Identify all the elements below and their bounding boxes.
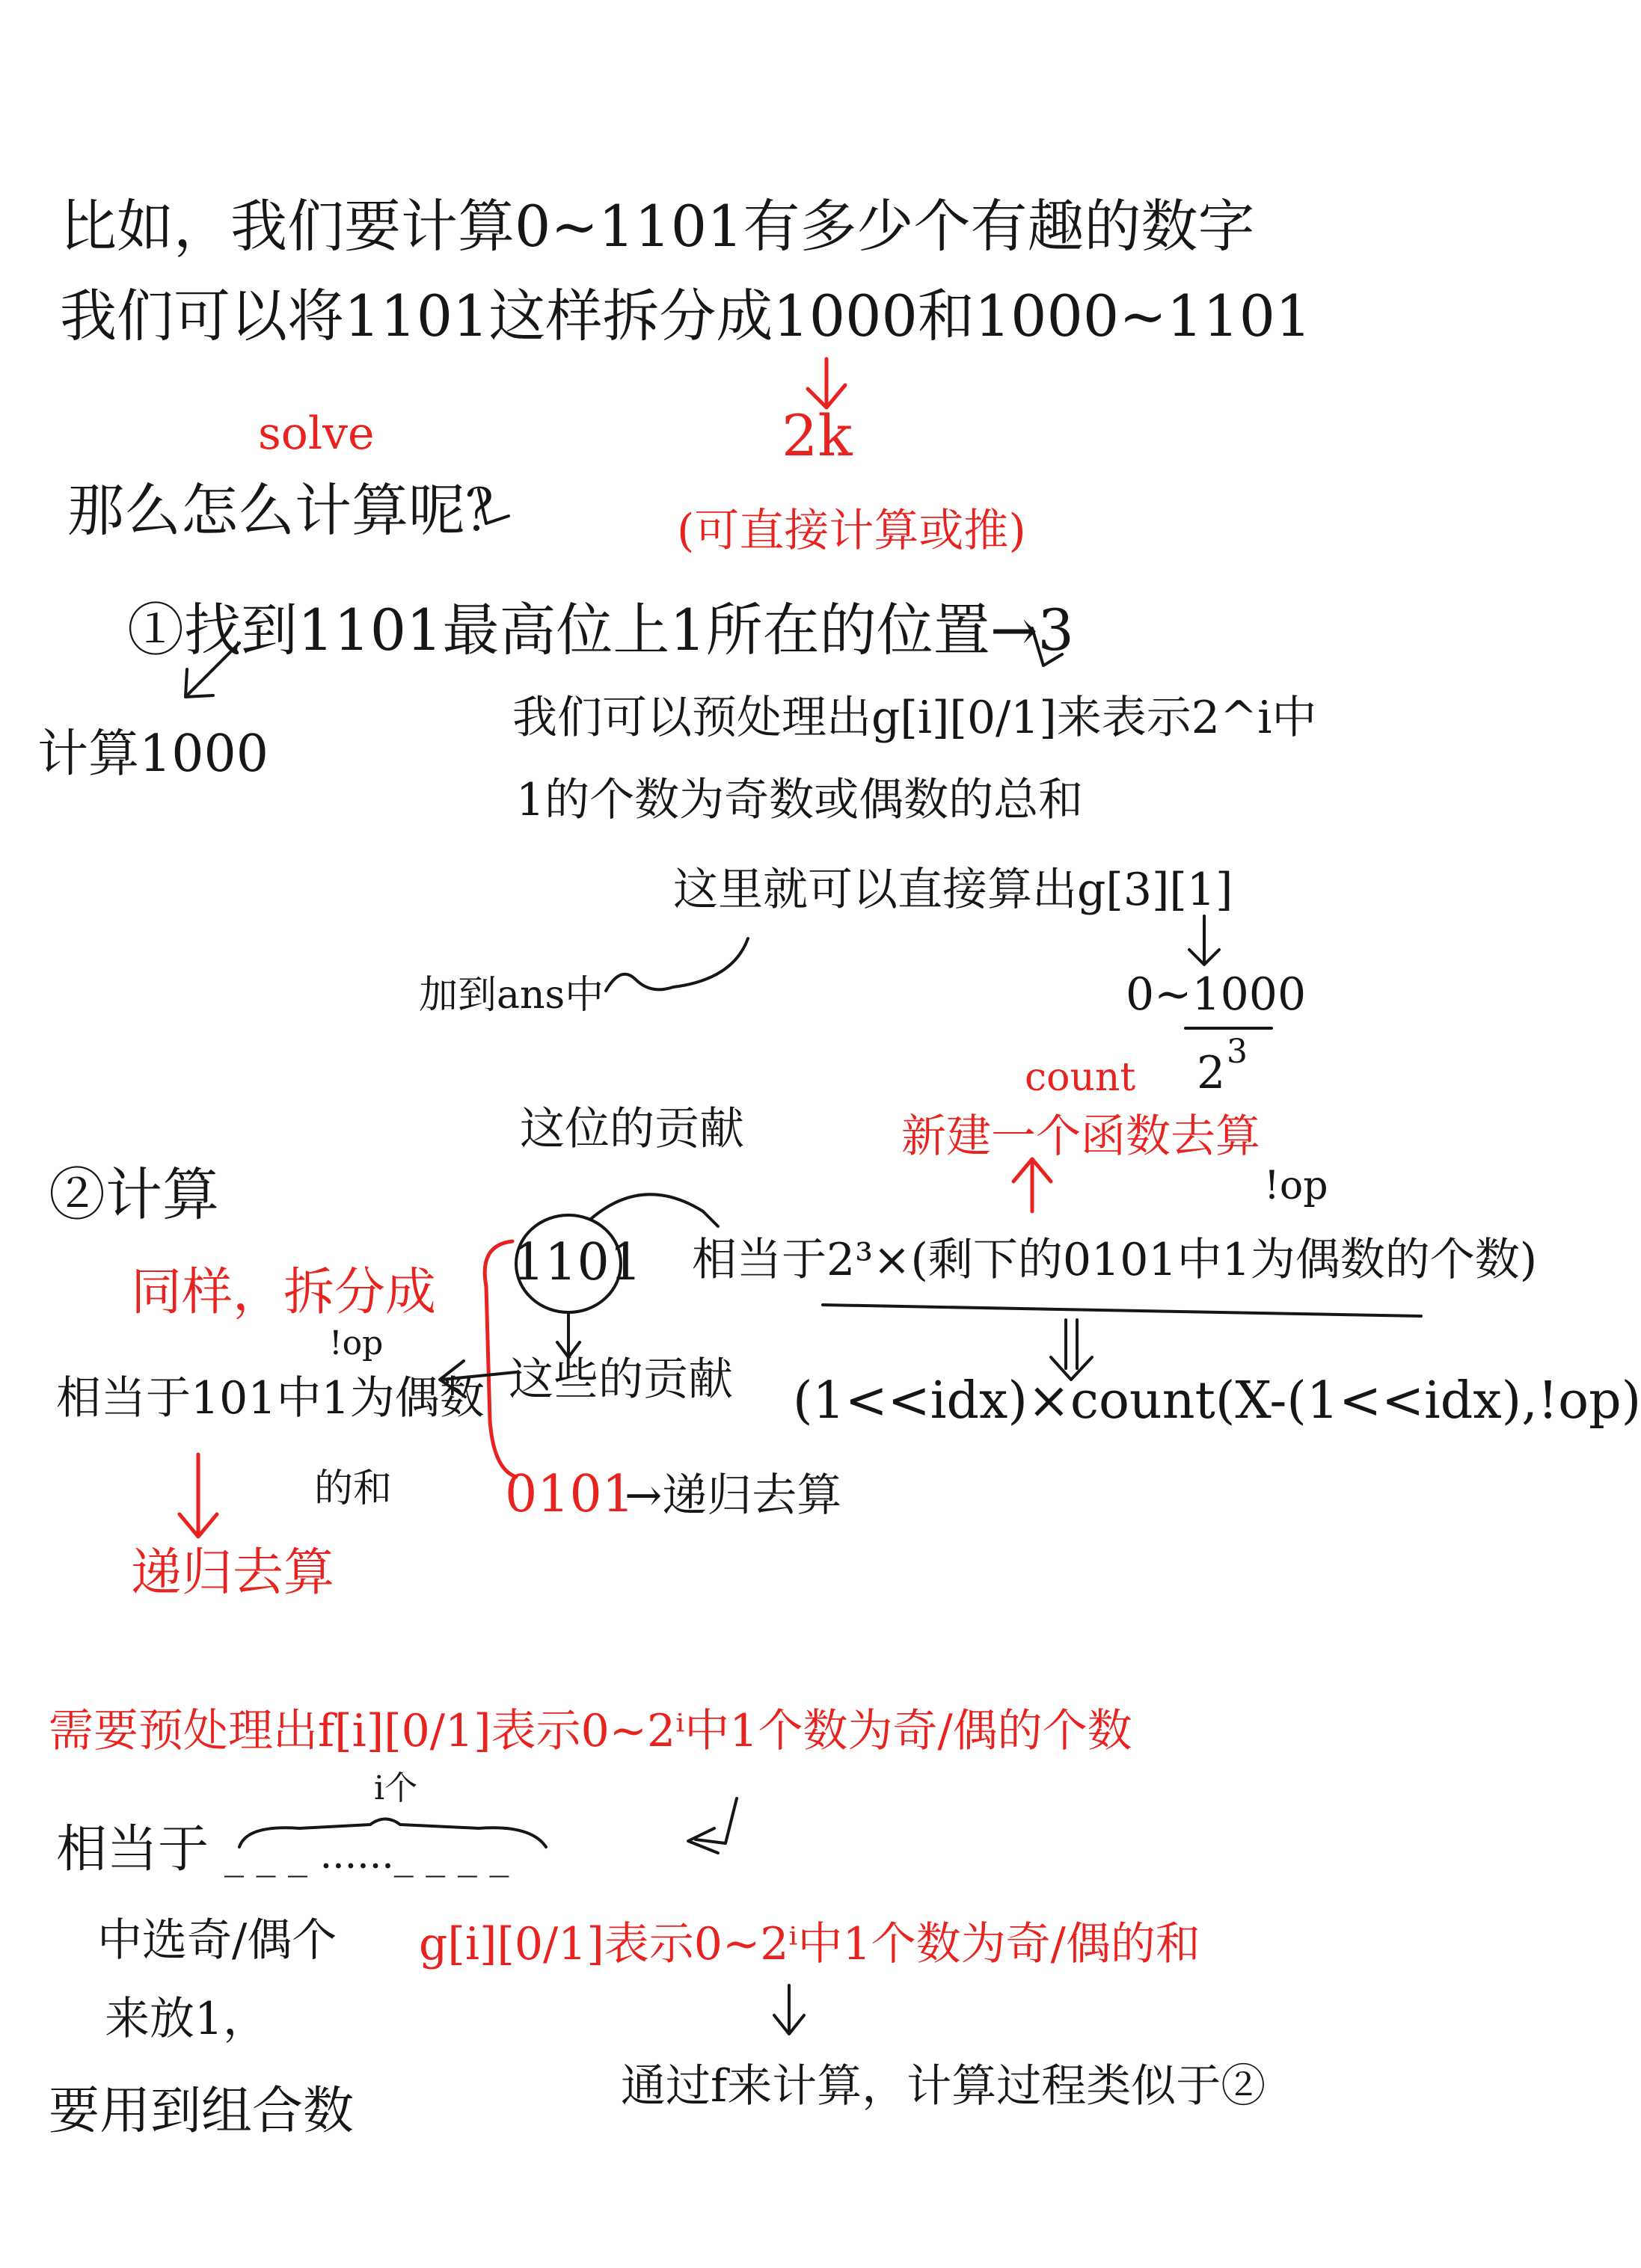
g-definition-line: g[i][0/1]表示0~2ⁱ中1个数为奇/偶的和 xyxy=(419,1918,1200,1970)
recurse-left-label: 递归去算 xyxy=(131,1543,335,1602)
place-1-label: 来放1， xyxy=(105,1993,269,2045)
same-split-label: 同样，拆分成 xyxy=(131,1263,437,1322)
step1-text: ①找到1101最高位上1所在的位置→3 xyxy=(127,597,1074,663)
digit-contribution-label: 这位的贡献 xyxy=(520,1103,744,1155)
blank-slots: _ _ _ ......_ _ _ _ xyxy=(224,1833,509,1878)
need-preprocess-line: 需要预处理出f[i][0/1]表示0~2ⁱ中1个数为奇/偶的个数 xyxy=(49,1705,1132,1757)
range-denominator: 2 xyxy=(1197,1047,1226,1099)
bottom-equiv-label: 相当于 xyxy=(56,1820,209,1879)
solve-label: solve xyxy=(258,408,375,460)
not-op-left: !op xyxy=(329,1324,384,1362)
add-to-ans-label: 加到ans中 xyxy=(419,973,604,1018)
direct-calc-note: (可直接计算或推) xyxy=(677,505,1026,557)
range-exponent: 3 xyxy=(1227,1033,1248,1071)
equivalence-line: 相当于2³×(剩下的0101中1为偶数的个数) xyxy=(692,1234,1538,1286)
intro-line-2: 我们可以将1101这样拆分成1000和1000~1101 xyxy=(60,283,1312,349)
combination-label: 要用到组合数 xyxy=(49,2082,355,2141)
preprocess-line-2: 1的个数为奇数或偶数的总和 xyxy=(516,774,1084,826)
sum-word: 的和 xyxy=(314,1466,393,1511)
count-word: count xyxy=(1025,1055,1136,1100)
direct-calc-line: 这里就可以直接算出g[3][1] xyxy=(673,864,1233,916)
number-1101: 1101 xyxy=(512,1233,642,1292)
contribution-formula: (1<<idx)×count(X-(1<<idx),!op) xyxy=(793,1371,1641,1430)
calc-1000-label: 计算1000 xyxy=(37,725,269,784)
recurse-right-label: →递归去算 xyxy=(625,1469,842,1522)
question-heading: 那么怎么计算呢？ xyxy=(67,477,522,544)
equiv-101-label: 相当于101中1为偶数 xyxy=(56,1372,485,1425)
new-function-label: 新建一个函数去算 xyxy=(901,1110,1260,1163)
i-count-label: i个 xyxy=(374,1769,418,1807)
choose-label: 中选奇/偶个 xyxy=(97,1914,337,1967)
range-label: 0~1000 xyxy=(1126,968,1307,1021)
intro-line-1: 比如，我们要计算0~1101有多少个有趣的数字 xyxy=(60,193,1255,259)
two-k-label: 2k xyxy=(782,402,853,469)
via-f-line: 通过f来计算，计算过程类似于② xyxy=(621,2060,1266,2112)
number-0101: 0101 xyxy=(505,1465,635,1524)
these-contribution-label: 这些的贡献 xyxy=(509,1353,733,1406)
not-op-top: !op xyxy=(1264,1164,1328,1208)
step2-label: ②计算 xyxy=(49,1161,219,1228)
preprocess-line-1: 我们可以预处理出g[i][0/1]来表示2^i中 xyxy=(512,692,1317,744)
